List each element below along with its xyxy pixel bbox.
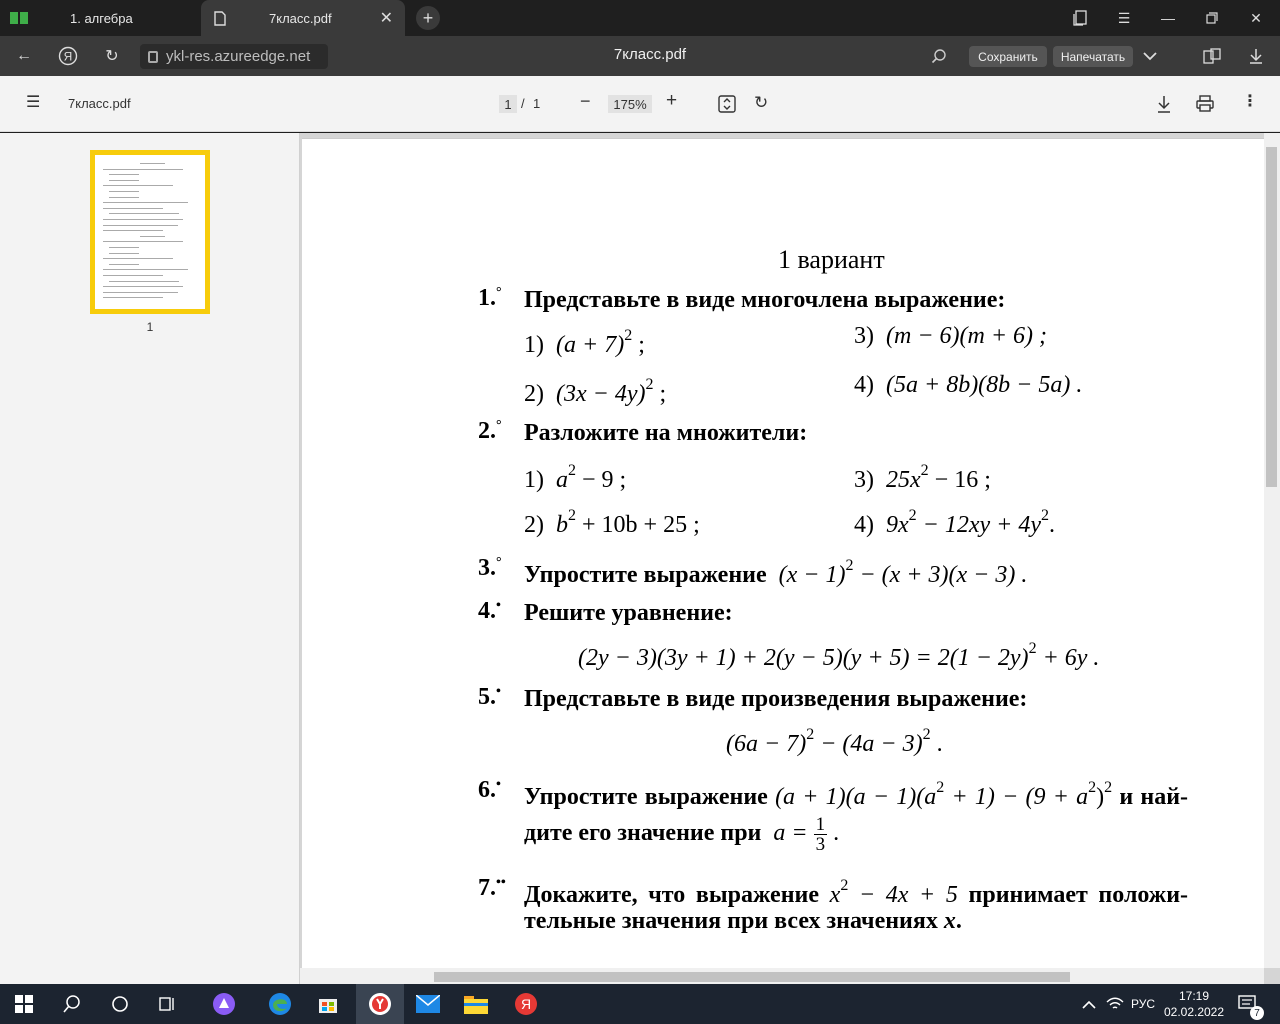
task-view-icon[interactable] [156, 992, 180, 1016]
url-text: ykl-res.azureedge.net [166, 48, 311, 65]
horizontal-scrollbar[interactable] [300, 968, 1264, 985]
edge-icon[interactable] [268, 992, 292, 1016]
restore-icon[interactable] [1190, 0, 1234, 36]
thumbnail-text-line [109, 247, 139, 248]
zoom-in-icon[interactable]: + [666, 90, 678, 111]
subtask: 3) (m − 6)(m + 6) ; [854, 323, 1048, 349]
thumbnail-text-line [103, 286, 183, 287]
subtask: 4) $9x^2 - 12xy + 4y^2$. [854, 507, 1056, 538]
print-button[interactable]: Напечатать [1053, 46, 1133, 67]
thumbnail-text-line [103, 230, 163, 231]
thumbnail-text-line [140, 236, 165, 237]
tab-pdf[interactable] [201, 0, 405, 36]
thumbnail-text-line [103, 258, 173, 259]
task-number: 6.• [478, 777, 501, 803]
clock-date: 02.02.2022 [1163, 1005, 1225, 1019]
page-number-input[interactable]: 1 [499, 95, 517, 113]
task-number: 2.° [478, 418, 502, 444]
thumbnail-text-line [109, 191, 139, 192]
thumbnail-text-line [103, 219, 183, 220]
task-number: 5.• [478, 684, 501, 710]
thumbnail-text-line [109, 174, 139, 175]
save-button[interactable]: Сохранить [969, 46, 1047, 67]
fraction: $\frac{1}{3}$ [815, 814, 826, 855]
task-text: Разложите на множители: [524, 420, 808, 446]
close-icon[interactable]: ✕ [379, 10, 393, 27]
task-text-line2: дите его значение при a = $\frac{1}{3}$ . [524, 814, 840, 855]
vertical-scrollbar[interactable] [1264, 133, 1280, 968]
search-icon[interactable] [60, 992, 84, 1016]
task-text: Докажите, что выражение $x^2 - 4x + 5$ принимает положи- [524, 877, 1189, 908]
close-window-icon[interactable]: ✕ [1250, 9, 1262, 26]
address-bar [0, 36, 1280, 76]
expression: $(6a - 7)^2 - (4a - 3)^2$ . [726, 726, 943, 757]
page-separator: / [521, 96, 525, 111]
new-tab-button[interactable]: + [416, 6, 440, 30]
fit-page-icon[interactable] [718, 95, 736, 116]
extensions-icon[interactable] [1200, 44, 1224, 68]
thumbnail-text-line [109, 213, 179, 214]
subtask: 4) (5a + 8b)(8b − 5a) . [854, 372, 1083, 398]
store-icon[interactable] [316, 992, 340, 1016]
page-title: 7класс.pdf [613, 46, 687, 63]
thumbnail-text-line [103, 185, 173, 186]
thumbnail-text-line [140, 163, 165, 164]
thumbnail-text-line [103, 269, 188, 270]
thumbnail-text-line [103, 208, 163, 209]
hamburger-icon[interactable]: ☰ [26, 94, 41, 111]
tab-algebra[interactable] [0, 0, 200, 36]
thumbnail-text-line [103, 297, 163, 298]
vertical-scroll-thumb[interactable] [1266, 147, 1277, 487]
minimize-icon[interactable]: — [1161, 10, 1175, 26]
yandex-app-icon[interactable] [514, 992, 538, 1016]
alice-icon[interactable] [212, 992, 236, 1016]
notification-center-icon[interactable] [1238, 984, 1260, 1024]
thumbnail-text-line [103, 241, 183, 242]
yandex-icon[interactable] [56, 44, 80, 68]
zoom-level[interactable]: 175% [608, 95, 652, 113]
pdf-toolbar [0, 76, 1280, 132]
thumbnail-text-line [103, 292, 178, 293]
task-text: Решите уравнение: [524, 600, 733, 626]
equation: $(2y - 3)(3y + 1) + 2(y - 5)(y + 5) = 2(1 - 2y)^2 + 6y$ . [578, 640, 1100, 671]
collections-icon[interactable] [1058, 0, 1102, 36]
task-text: Представьте в виде произведения выражение: [524, 686, 1028, 712]
subtask: 3) $25x^2 - 16$ ; [854, 462, 991, 493]
wifi-icon[interactable] [1106, 984, 1124, 1024]
total-pages: 1 [533, 96, 541, 111]
zoom-out-icon[interactable]: − [580, 91, 591, 111]
page-thumbnail[interactable] [90, 150, 210, 314]
book-icon [10, 9, 28, 27]
task-text-line2: тельные значения при всех значениях x. [524, 908, 962, 934]
thumbnail-text-line [109, 253, 139, 254]
mail-icon[interactable] [416, 992, 440, 1016]
thumbnail-text-line [103, 225, 178, 226]
notification-count: 7 [1250, 1006, 1264, 1020]
pdf-page [302, 138, 1264, 970]
thumbnail-page-number: 1 [146, 320, 154, 334]
rotate-icon[interactable]: ↻ [754, 93, 769, 112]
task-number: 4.• [478, 598, 501, 624]
os-taskbar [0, 984, 1280, 1024]
subtask: 2) $(3x - 4y)^2$ ; [524, 376, 667, 407]
menu-icon[interactable]: ☰ [1117, 9, 1131, 26]
cortana-icon[interactable] [108, 992, 132, 1016]
horizontal-scroll-thumb[interactable] [434, 972, 1070, 982]
task-text: Представьте в виде многочлена выражение: [524, 287, 1006, 313]
more-options-icon[interactable]: ⋮ [1242, 93, 1258, 110]
task-text: Упростите выражение $(x - 1)^2 - (x + 3)(x - 3)$ . [524, 557, 1028, 588]
task-number: 3.° [478, 555, 502, 581]
document-viewer [300, 133, 1280, 985]
task-text: Упростите выражение $(a + 1)(a - 1)(a^2 + 1) - (9 + a^2)^2$ и най- [524, 779, 1189, 810]
svg-text:Я: Я [63, 49, 73, 64]
download-icon[interactable] [1244, 44, 1268, 68]
find-icon[interactable] [927, 44, 951, 68]
tab-bar [0, 0, 1280, 36]
subtask: 1) $(a + 7)^2$ ; [524, 327, 645, 358]
file-explorer-icon[interactable] [464, 992, 488, 1016]
download-pdf-icon[interactable] [1157, 95, 1171, 116]
subtask: 2) $b^2 + 10b + 25$ ; [524, 507, 700, 538]
tab-label: 7класс.pdf [269, 10, 332, 26]
clock[interactable] [1165, 984, 1223, 1024]
svg-text:Я: Я [520, 996, 532, 1012]
tray-chevron-icon[interactable] [1082, 984, 1096, 1024]
thumbnail-text-line [109, 197, 139, 198]
print-icon[interactable] [1196, 95, 1214, 115]
task-number: 7.•• [478, 875, 506, 901]
tab-label: 1. алгебра [70, 10, 133, 26]
language-indicator[interactable]: РУС [1131, 997, 1156, 1011]
thumbnail-sidebar [0, 133, 300, 985]
document-icon [211, 9, 229, 27]
subtask: 1) $a^2 - 9$ ; [524, 462, 627, 493]
windows-start-icon[interactable] [12, 992, 36, 1016]
thumbnail-text-line [103, 169, 183, 170]
yandex-browser-taskbar-icon[interactable] [356, 984, 404, 1024]
chevron-down-icon[interactable] [1138, 44, 1162, 68]
clock-time: 17:19 [1178, 989, 1210, 1003]
thumbnail-text-line [109, 281, 179, 282]
thumbnail-text-line [109, 180, 139, 181]
reload-icon[interactable]: ↻ [105, 48, 119, 65]
url-field[interactable] [140, 44, 328, 69]
task-number: 1.° [478, 285, 502, 311]
pdf-file-name: 7класс.pdf [68, 96, 131, 111]
lock-icon [148, 51, 158, 63]
thumbnail-text-line [103, 202, 188, 203]
thumbnail-text-line [109, 264, 139, 265]
variant-heading: 1 вариант [778, 245, 885, 274]
back-icon[interactable]: ← [16, 47, 32, 64]
thumbnail-text-line [103, 275, 163, 276]
